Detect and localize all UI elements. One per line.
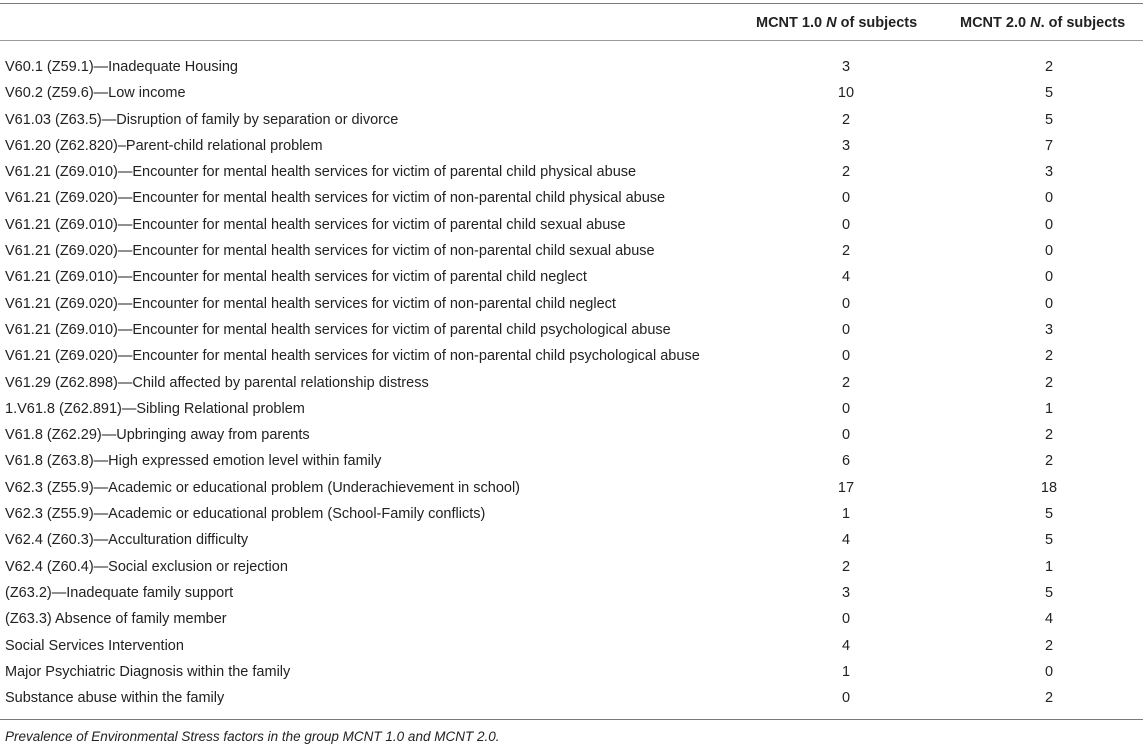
cell-mcnt2-count: 0 xyxy=(1044,190,1054,207)
table-header-row xyxy=(0,4,1143,40)
cell-mcnt1-count: 0 xyxy=(841,690,851,707)
row-label: V61.29 (Z62.898)—Child affected by parental relationship distress xyxy=(5,374,429,391)
column-header-mcnt2-suffix: . of subjects xyxy=(1040,15,1126,31)
cell-mcnt1-count: 10 xyxy=(837,85,855,102)
table-row xyxy=(0,685,1143,711)
cell-mcnt2-count: 2 xyxy=(1044,453,1054,470)
column-header-mcnt1-prefix: MCNT 1.0 xyxy=(756,15,827,31)
cell-mcnt2-count: 5 xyxy=(1044,532,1054,549)
cell-mcnt2-count: 2 xyxy=(1044,59,1054,75)
table-row xyxy=(0,370,1143,396)
cell-mcnt2-count: 5 xyxy=(1044,111,1054,128)
table-row xyxy=(0,238,1143,264)
cell-mcnt1-count: 4 xyxy=(841,532,851,549)
table-row xyxy=(0,159,1143,185)
column-header-mcnt1 xyxy=(756,15,917,31)
row-label: (Z63.2)—Inadequate family support xyxy=(5,584,234,601)
row-label: V61.21 (Z69.010)—Encounter for mental health services for victim of parental child physical abuse xyxy=(5,164,637,181)
cell-mcnt1-count: 2 xyxy=(841,164,851,181)
row-label: V61.21 (Z69.010)—Encounter for mental health services for victim of parental child psychological abuse xyxy=(5,321,671,338)
row-label: V60.1 (Z59.1)—Inadequate Housing xyxy=(5,59,238,75)
cell-mcnt1-count: 2 xyxy=(841,558,851,575)
table-row xyxy=(0,317,1143,343)
column-header-mcnt1-italic: N xyxy=(826,15,837,31)
cell-mcnt1-count: 1 xyxy=(841,663,851,680)
cell-mcnt2-count: 2 xyxy=(1044,427,1054,444)
table-row xyxy=(0,54,1143,80)
row-label: Social Services Intervention xyxy=(5,637,184,654)
cell-mcnt1-count: 2 xyxy=(841,243,851,260)
cell-mcnt2-count: 0 xyxy=(1044,243,1054,260)
table-caption: Prevalence of Environmental Stress factors in the group MCNT 1.0 and MCNT 2.0. xyxy=(5,729,500,744)
table-row xyxy=(0,107,1143,133)
table-row xyxy=(0,422,1143,448)
column-header-mcnt2-prefix: MCNT 2.0 xyxy=(960,15,1031,31)
table-row xyxy=(0,554,1143,580)
cell-mcnt2-count: 0 xyxy=(1044,663,1054,680)
table-row xyxy=(0,633,1143,659)
cell-mcnt1-count: 3 xyxy=(841,59,851,75)
cell-mcnt1-count: 17 xyxy=(837,479,855,496)
row-label: 1.V61.8 (Z62.891)—Sibling Relational problem xyxy=(5,400,305,417)
row-label: V61.21 (Z69.020)—Encounter for mental health services for victim of non-parental child neglect xyxy=(5,295,616,312)
cell-mcnt1-count: 0 xyxy=(841,190,851,207)
cell-mcnt1-count: 0 xyxy=(841,400,851,417)
cell-mcnt2-count: 7 xyxy=(1044,137,1054,154)
row-label: V60.2 (Z59.6)—Low income xyxy=(5,85,186,102)
column-header-mcnt2-italic: N xyxy=(1030,15,1041,31)
cell-mcnt1-count: 3 xyxy=(841,584,851,601)
table-row xyxy=(0,448,1143,474)
cell-mcnt2-count: 1 xyxy=(1044,558,1054,575)
cell-mcnt2-count: 5 xyxy=(1044,85,1054,102)
row-label: V61.21 (Z69.020)—Encounter for mental health services for victim of non-parental child sexual abuse xyxy=(5,243,655,260)
cell-mcnt1-count: 0 xyxy=(841,348,851,365)
table-row xyxy=(0,580,1143,606)
table-row xyxy=(0,343,1143,369)
table-row xyxy=(0,606,1143,632)
row-label: Major Psychiatric Diagnosis within the family xyxy=(5,663,291,680)
table-row xyxy=(0,185,1143,211)
row-label: V61.8 (Z63.8)—High expressed emotion level within family xyxy=(5,453,382,470)
cell-mcnt2-count: 18 xyxy=(1040,479,1058,496)
cell-mcnt2-count: 2 xyxy=(1044,374,1054,391)
cell-mcnt1-count: 0 xyxy=(841,427,851,444)
table-row xyxy=(0,291,1143,317)
cell-mcnt1-count: 2 xyxy=(841,111,851,128)
cell-mcnt1-count: 4 xyxy=(841,637,851,654)
cell-mcnt2-count: 3 xyxy=(1044,321,1054,338)
row-label: V62.3 (Z55.9)—Academic or educational problem (School-Family conflicts) xyxy=(5,506,486,523)
table-row xyxy=(0,264,1143,290)
cell-mcnt1-count: 1 xyxy=(841,506,851,523)
cell-mcnt1-count: 0 xyxy=(841,295,851,312)
row-label: Substance abuse within the family xyxy=(5,690,225,707)
row-label: V61.03 (Z63.5)—Disruption of family by separation or divorce xyxy=(5,111,399,128)
table-row xyxy=(0,133,1143,159)
cell-mcnt1-count: 6 xyxy=(841,453,851,470)
table-row xyxy=(0,396,1143,422)
table-row xyxy=(0,659,1143,685)
table-row xyxy=(0,501,1143,527)
row-label: V61.20 (Z62.820)–Parent-child relational problem xyxy=(5,137,323,154)
column-header-mcnt2 xyxy=(960,15,1125,31)
table-header-rule xyxy=(0,40,1143,41)
cell-mcnt2-count: 2 xyxy=(1044,348,1054,365)
cell-mcnt2-count: 1 xyxy=(1044,400,1054,417)
table-row xyxy=(0,212,1143,238)
cell-mcnt1-count: 2 xyxy=(841,374,851,391)
cell-mcnt2-count: 5 xyxy=(1044,584,1054,601)
cell-mcnt1-count: 4 xyxy=(841,269,851,286)
row-label: V62.3 (Z55.9)—Academic or educational problem (Underachievement in school) xyxy=(5,479,521,496)
row-label: V61.21 (Z69.020)—Encounter for mental health services for victim of non-parental child physical abuse xyxy=(5,190,666,207)
cell-mcnt2-count: 2 xyxy=(1044,637,1054,654)
cell-mcnt1-count: 3 xyxy=(841,137,851,154)
table-row xyxy=(0,80,1143,106)
row-label: (Z63.3) Absence of family member xyxy=(5,611,227,628)
cell-mcnt2-count: 0 xyxy=(1044,295,1054,312)
cell-mcnt2-count: 2 xyxy=(1044,690,1054,707)
cell-mcnt2-count: 0 xyxy=(1044,269,1054,286)
row-label: V61.21 (Z69.020)—Encounter for mental health services for victim of non-parental child psychological abuse xyxy=(5,348,700,365)
cell-mcnt1-count: 0 xyxy=(841,216,851,233)
cell-mcnt2-count: 3 xyxy=(1044,164,1054,181)
row-label: V62.4 (Z60.4)—Social exclusion or rejection xyxy=(5,558,288,575)
table-row xyxy=(0,527,1143,553)
row-label: V62.4 (Z60.3)—Acculturation difficulty xyxy=(5,532,249,549)
row-label: V61.21 (Z69.010)—Encounter for mental health services for victim of parental child neglect xyxy=(5,269,587,286)
cell-mcnt2-count: 5 xyxy=(1044,506,1054,523)
cell-mcnt2-count: 4 xyxy=(1044,611,1054,628)
column-header-mcnt1-suffix: of subjects xyxy=(836,15,918,31)
cell-mcnt1-count: 0 xyxy=(841,321,851,338)
table-row xyxy=(0,475,1143,501)
table-bottom-rule xyxy=(0,719,1143,720)
row-label: V61.21 (Z69.010)—Encounter for mental health services for victim of parental child sexual abuse xyxy=(5,216,626,233)
cell-mcnt1-count: 0 xyxy=(841,611,851,628)
row-label: V61.8 (Z62.29)—Upbringing away from parents xyxy=(5,427,310,444)
cell-mcnt2-count: 0 xyxy=(1044,216,1054,233)
table-body xyxy=(0,54,1143,711)
